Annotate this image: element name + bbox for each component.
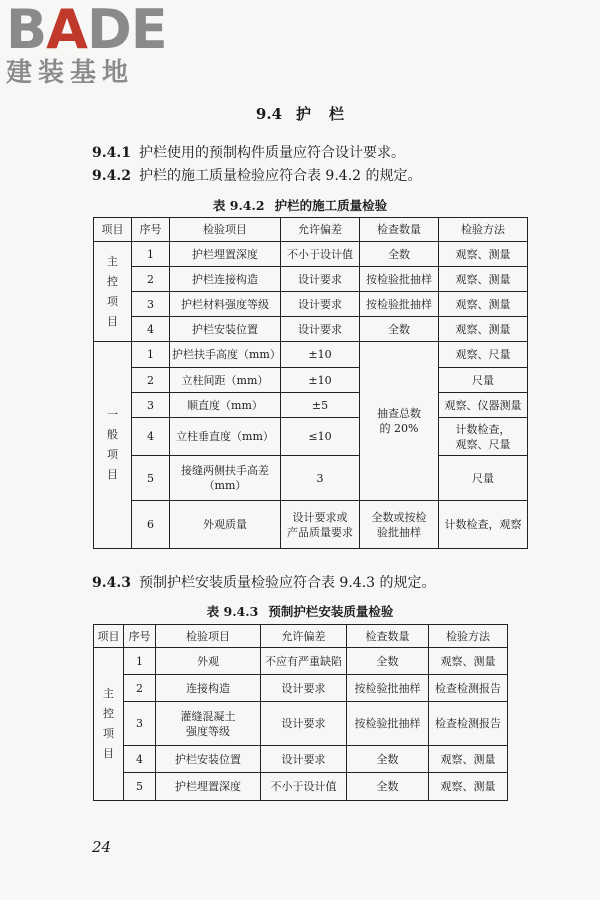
cell-item: 护栏连接构造: [170, 267, 281, 292]
cell-item: 接缝两侧扶手高差 （mm）: [170, 456, 281, 501]
watermark-logo: [6, 0, 167, 88]
group-general-cell: 一般项目: [94, 342, 132, 549]
table-row: [94, 317, 528, 342]
cell-tolerance: ±10: [281, 368, 360, 393]
table-row: [94, 702, 508, 746]
group-main-cell: 主控项目: [94, 648, 124, 801]
table-row: [94, 267, 528, 292]
cell-no: 3: [132, 393, 170, 418]
cell-item: 立柱间距（mm）: [170, 368, 281, 393]
clause-9-4-1: 9.4.1 护栏使用的预制构件质量应符合设计要求。: [92, 145, 405, 161]
table-row: [94, 242, 528, 267]
cell-tolerance: 3: [281, 456, 360, 501]
cell-no: 5: [132, 456, 170, 501]
cell-no: 3: [124, 702, 156, 746]
cell-no: 6: [132, 501, 170, 549]
cell-item: 护栏埋置深度: [156, 773, 261, 801]
cell-item: 立柱垂直度（mm）: [170, 418, 281, 456]
cell-quantity: 全数: [360, 242, 439, 267]
cell-method: 尺量: [439, 456, 528, 501]
cell-item: 外观质量: [170, 501, 281, 549]
cell-item: 顺直度（mm）: [170, 393, 281, 418]
header-cell: 项目: [94, 625, 124, 648]
group-main-cell: 主控项目: [94, 242, 132, 342]
section-title: 9.4 护 栏: [255, 105, 345, 123]
cell-item: 外观: [156, 648, 261, 675]
header-cell: 序号: [124, 625, 156, 648]
clause-9-4-3: 9.4.3 预制护栏安装质量检验应符合表 9.4.3 的规定。: [92, 575, 436, 591]
cell-quantity: 按检验批抽样: [360, 292, 439, 317]
cell-method: 计数检查，观察: [439, 501, 528, 549]
table-row: [94, 368, 528, 393]
cell-tolerance: 设计要求: [281, 292, 360, 317]
cell-no: 1: [132, 242, 170, 267]
table-9-4-2: [93, 217, 528, 549]
cell-method: 观察、测量: [439, 267, 528, 292]
table-9-4-3: [93, 624, 508, 801]
cell-method: 计数检查， 观察、尺量: [439, 418, 528, 456]
table-row: [94, 773, 508, 801]
table-row: [94, 675, 508, 702]
page-number: 24: [92, 838, 112, 856]
table2-caption: 表 9.4.3 预制护栏安装质量检验: [206, 604, 394, 619]
cell-no: 4: [124, 746, 156, 773]
cell-tolerance: 不应有严重缺陷: [261, 648, 347, 675]
table-header-row: [94, 625, 508, 648]
cell-method: 观察、尺量: [439, 342, 528, 368]
cell-quantity: 按检验批抽样: [347, 702, 429, 746]
table-row: [94, 746, 508, 773]
cell-method: 观察、测量: [439, 292, 528, 317]
table-row: [94, 393, 528, 418]
header-cell: 项目: [94, 218, 132, 242]
cell-quantity-merged: 抽查总数 的 20%: [360, 342, 439, 501]
table-row: [94, 342, 528, 368]
cell-no: 1: [132, 342, 170, 368]
header-cell: 序号: [132, 218, 170, 242]
cell-item: 连接构造: [156, 675, 261, 702]
cell-quantity: 全数: [347, 773, 429, 801]
cell-no: 4: [132, 418, 170, 456]
cell-tolerance: 不小于设计值: [281, 242, 360, 267]
table-row: [94, 292, 528, 317]
header-cell: 检验项目: [170, 218, 281, 242]
cell-tolerance: 设计要求: [261, 675, 347, 702]
cell-tolerance: ±10: [281, 342, 360, 368]
header-cell: 允许偏差: [261, 625, 347, 648]
table-header-row: [94, 218, 528, 242]
cell-no: 3: [132, 292, 170, 317]
cell-item: 灌缝混凝土 强度等级: [156, 702, 261, 746]
cell-method: 观察、测量: [439, 242, 528, 267]
table-row: [94, 456, 528, 501]
table-row: [94, 501, 528, 549]
header-cell: 检查数量: [360, 218, 439, 242]
header-cell: 检查数量: [347, 625, 429, 648]
cell-method: 观察、测量: [429, 773, 508, 801]
cell-tolerance: ≤10: [281, 418, 360, 456]
cell-tolerance: 设计要求: [281, 317, 360, 342]
cell-quantity: 全数: [347, 746, 429, 773]
cell-method: 尺量: [439, 368, 528, 393]
table-row: [94, 418, 528, 456]
cell-method: 检查检测报告: [429, 675, 508, 702]
table-row: [94, 648, 508, 675]
cell-quantity: 全数或按检 验批抽样: [360, 501, 439, 549]
cell-quantity: 按检验批抽样: [360, 267, 439, 292]
cell-method: 观察、仪器测量: [439, 393, 528, 418]
cell-quantity: 全数: [360, 317, 439, 342]
cell-tolerance: 不小于设计值: [261, 773, 347, 801]
cell-no: 5: [124, 773, 156, 801]
cell-method: 观察、测量: [429, 746, 508, 773]
cell-tolerance: ±5: [281, 393, 360, 418]
cell-no: 2: [124, 675, 156, 702]
cell-no: 4: [132, 317, 170, 342]
logo-subtitle: 建装基地: [6, 58, 135, 88]
cell-item: 护栏埋置深度: [170, 242, 281, 267]
header-cell: 检验方法: [439, 218, 528, 242]
cell-no: 2: [132, 267, 170, 292]
header-cell: 检验项目: [156, 625, 261, 648]
table1-caption: 表 9.4.2 护栏的施工质量检验: [212, 198, 388, 213]
cell-item: 护栏安装位置: [156, 746, 261, 773]
cell-method: 检查检测报告: [429, 702, 508, 746]
cell-quantity: 全数: [347, 648, 429, 675]
header-cell: 允许偏差: [281, 218, 360, 242]
cell-tolerance: 设计要求: [281, 267, 360, 292]
clause-9-4-2: 9.4.2 护栏的施工质量检验应符合表 9.4.2 的规定。: [92, 168, 422, 184]
cell-method: 观察、测量: [429, 648, 508, 675]
logo-brand: BADE: [6, 0, 167, 61]
cell-no: 2: [132, 368, 170, 393]
header-cell: 检验方法: [429, 625, 508, 648]
cell-method: 观察、测量: [439, 317, 528, 342]
cell-no: 1: [124, 648, 156, 675]
cell-item: 护栏扶手高度（mm）: [170, 342, 281, 368]
cell-tolerance: 设计要求: [261, 746, 347, 773]
cell-item: 护栏安装位置: [170, 317, 281, 342]
cell-tolerance: 设计要求: [261, 702, 347, 746]
cell-item: 护栏材料强度等级: [170, 292, 281, 317]
cell-tolerance: 设计要求或 产品质量要求: [281, 501, 360, 549]
cell-quantity: 按检验批抽样: [347, 675, 429, 702]
